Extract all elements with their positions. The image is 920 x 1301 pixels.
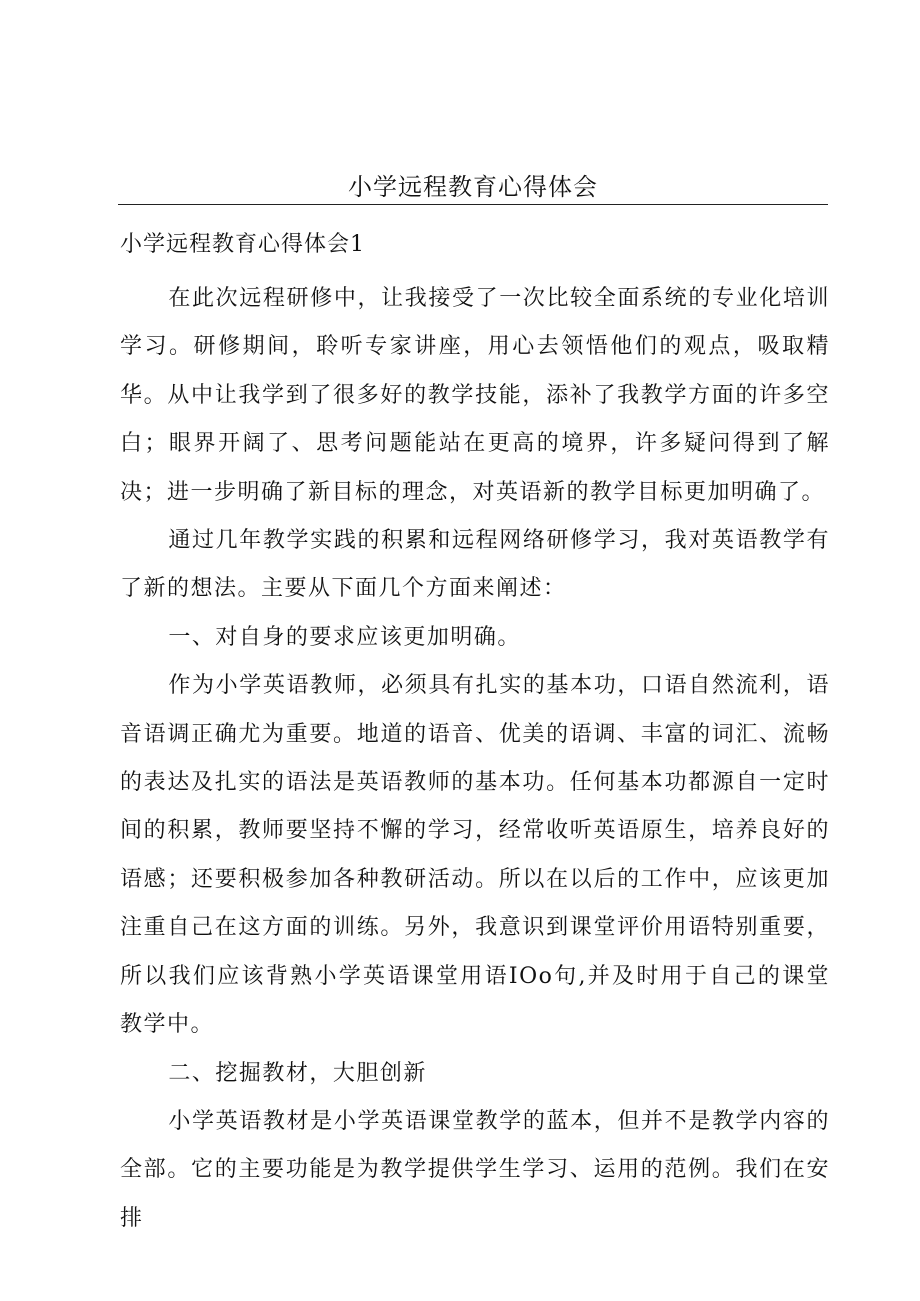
heading-point-two: 二、挖掘教材，大胆创新 (168, 1060, 427, 1086)
paragraph-point-one: 作为小学英语教师，必须具有扎实的基本功，口语自然流利，语音语调正确尤为重要。地道的语音、优美的语调、丰富的词汇、流畅的表达及扎实的语法是英语教师的基本功。任何基本功都源自一定时间的积累，教师要坚持不懈的学习，经常收听英语原生，培养良好的语感；还要积极参加各种教研活动。所以在以后的工作中，应该更加注重自己在这方面的训练。另外，我意识到课堂评价用语特别重要，所以我们应该背熟小学英语课堂用语IOo句,并及时用于自己的课堂教学中。 (120, 673, 830, 1038)
section-title: 小学远程教育心得体会1 (120, 232, 365, 257)
paragraph-intro: 在此次远程研修中，让我接受了一次比较全面系统的专业化培训学习。研修期间，聆听专家讲座，用心去领悟他们的观点，吸取精华。从中让我学到了很多好的教学技能，添补了我教学方面的许多空白；眼界开阔了、思考问题能站在更高的境界，许多疑问得到了解决；进一步明确了新目标的理念，对英语新的教学目标更加明确了。 (120, 286, 830, 505)
title-divider (118, 204, 828, 205)
document-title: 小学远程教育心得体会 (348, 173, 598, 201)
heading-point-one: 一、对自身的要求应该更加明确。 (168, 624, 521, 650)
paragraph-overview: 通过几年教学实践的积累和远程网络研修学习，我对英语教学有了新的想法。主要从下面几个方面来阐述： (120, 528, 830, 602)
paragraph-point-two: 小学英语教材是小学英语课堂教学的蓝本，但并不是教学内容的全部。它的主要功能是为教学提供学生学习、运用的范例。我们在安排 (120, 1108, 830, 1231)
document-body (120, 275, 830, 1243)
